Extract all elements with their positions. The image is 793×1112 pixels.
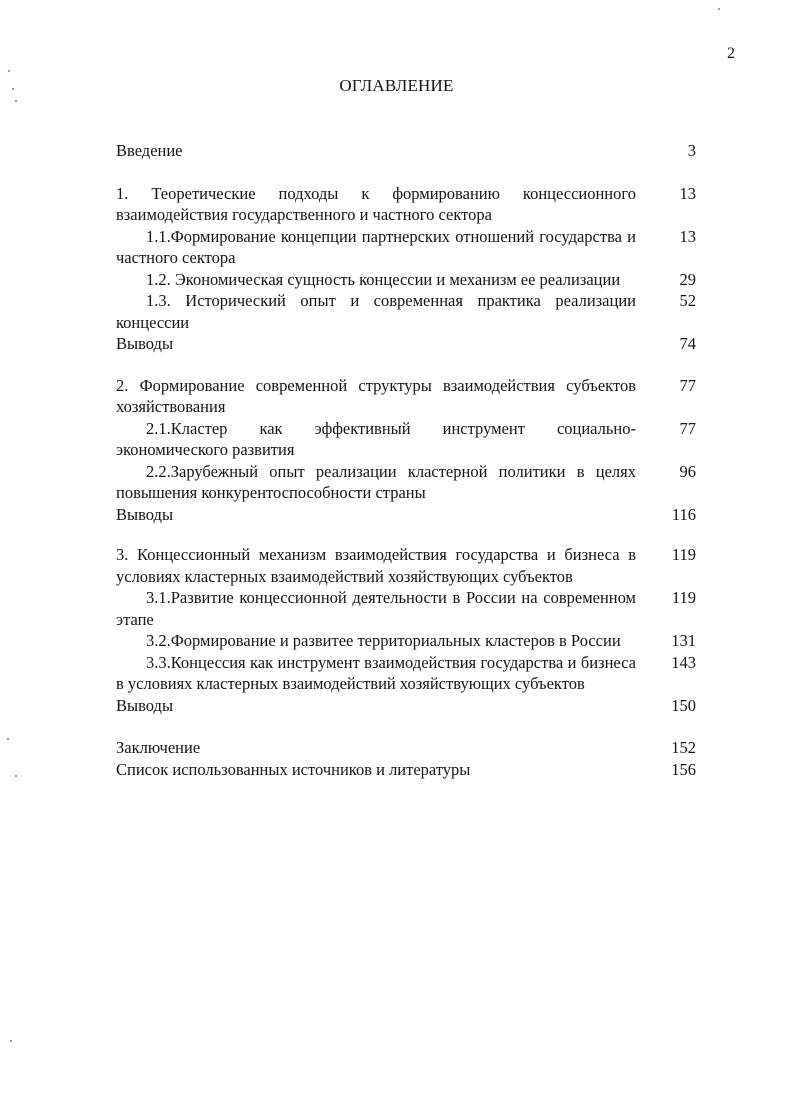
toc-entry-title: 3.2.Формирование и развитее территориальных кластеров в России (146, 631, 621, 650)
toc-entry-title: 3. Концессионный механизм взаимодействия государства и бизнеса в условиях кластерных взаимодействий хозяйствующих субъектов (116, 545, 636, 586)
toc-entry-page: 116 (671, 504, 696, 524)
toc-entry (116, 544, 696, 587)
toc-entry-title: 3.3.Концессия как инструмент взаимодействия государства и бизнеса в условиях кластерных взаимодействий хозяйствующих субъектов (116, 652, 636, 693)
toc-entry (116, 290, 696, 333)
toc-entry-title: 1.1.Формирование концепции партнерских отношений государства и частного сектора (116, 226, 636, 267)
toc-entry (116, 461, 696, 504)
toc-entry-title: 1.3. Исторический опыт и современная практика реализации концессии (116, 291, 636, 332)
toc-entry-title: 2.2.Зарубежный опыт реализации кластерной политики в целях повышения конкурентоспособности страны (116, 461, 636, 502)
toc-entry-page: 131 (671, 631, 696, 650)
toc-entry-title: Выводы (116, 504, 174, 524)
toc-entry-page: 74 (679, 334, 696, 353)
toc-entry (116, 333, 696, 355)
scan-speck (8, 70, 10, 72)
toc-entry-page: 119 (671, 545, 696, 564)
toc-entry-page: 143 (671, 652, 696, 672)
toc-entry (116, 759, 696, 781)
toc-entry-title: 1. Теоретические подходы к формированию концессионного взаимодействия государственного и частного сектора (116, 183, 636, 224)
toc-entry-page: 13 (679, 226, 696, 246)
toc-entry-page: 13 (679, 183, 696, 203)
scan-speck (15, 100, 17, 102)
scan-speck (15, 775, 17, 777)
toc-entry-page: 150 (671, 695, 696, 715)
toc-entry (116, 630, 696, 652)
toc-entry-page: 29 (679, 269, 696, 289)
scan-speck (7, 738, 9, 740)
toc-entry (116, 504, 696, 526)
toc-entry (116, 226, 696, 269)
toc-entry-page: 152 (671, 738, 696, 757)
toc-entry-title: Выводы (116, 334, 174, 353)
page-title: ОГЛАВЛЕНИЕ (339, 76, 454, 95)
toc-entry (116, 587, 696, 630)
scan-speck (10, 1040, 12, 1042)
toc-entry-title: Заключение (116, 738, 201, 757)
toc-entry-title: 2. Формирование современной структуры взаимодействия субъектов хозяйствования (116, 375, 636, 416)
toc-entry-title: 2.1.Кластер как эффективный инструмент социально-экономического развития (116, 418, 636, 459)
toc-entry-title: 1.2. Экономическая сущность концессии и механизм ее реализации (146, 269, 621, 289)
toc-entry-page: 52 (679, 291, 696, 310)
toc-entry (116, 375, 696, 418)
page-number: 2 (727, 45, 735, 62)
toc-entry-title: Список использованных источников и литературы (116, 759, 471, 779)
toc-entry (116, 737, 696, 759)
toc-entry-page: 119 (671, 588, 696, 607)
toc-entry-title: Введение (116, 141, 183, 160)
toc-entry-page: 96 (679, 461, 696, 481)
toc-entry (116, 652, 696, 695)
toc-entry-page: 77 (679, 375, 696, 395)
toc-entry-page: 3 (687, 141, 696, 160)
toc-entry (116, 183, 696, 226)
table-of-contents (116, 140, 696, 780)
toc-entry-page: 156 (671, 759, 696, 779)
toc-entry (116, 695, 696, 717)
toc-entry-title: Выводы (116, 695, 174, 715)
scan-speck (12, 88, 14, 90)
toc-entry-title: 3.1.Развитие концессионной деятельности в России на современном этапе (116, 588, 636, 629)
toc-entry (116, 140, 696, 162)
toc-entry (116, 418, 696, 461)
scan-speck (718, 8, 720, 10)
toc-entry-page: 77 (679, 418, 696, 438)
toc-entry (116, 269, 696, 291)
